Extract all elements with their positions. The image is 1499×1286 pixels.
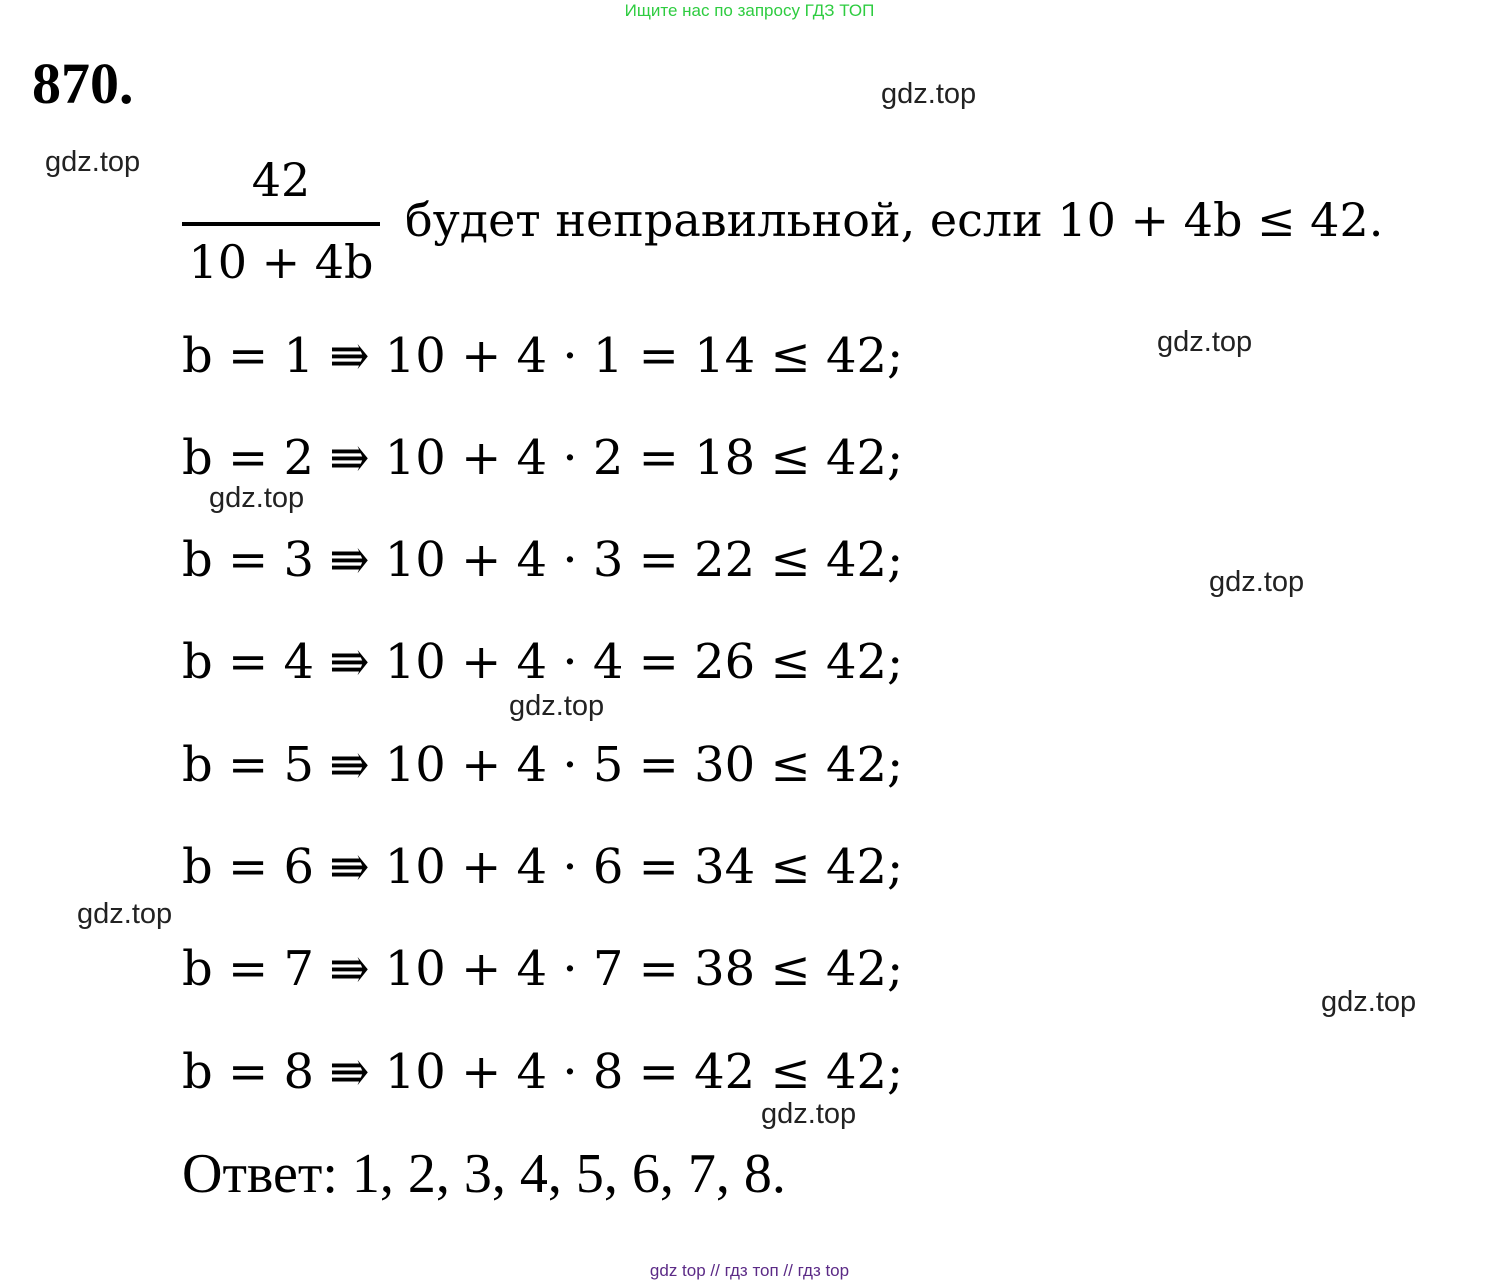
equation-row-3: b = 3 ⇛ 10 + 4 · 3 = 22 ≤ 42;: [182, 532, 904, 588]
watermark: gdz.top: [77, 898, 173, 930]
equation-row-8: b = 8 ⇛ 10 + 4 · 8 = 42 ≤ 42;: [182, 1044, 904, 1100]
watermark: gdz.top: [1321, 986, 1417, 1018]
equation-row-2: b = 2 ⇛ 10 + 4 · 2 = 18 ≤ 42;: [182, 430, 904, 486]
fraction-bar: [182, 222, 380, 226]
equation-row-7: b = 7 ⇛ 10 + 4 · 7 = 38 ≤ 42;: [182, 941, 904, 997]
watermark: gdz.top: [761, 1098, 857, 1130]
fraction-numerator: 42: [251, 153, 311, 207]
problem-number: 870.: [32, 51, 134, 116]
fraction: [182, 150, 380, 292]
watermark: gdz.top: [881, 78, 977, 110]
equation-row-4: b = 4 ⇛ 10 + 4 · 4 = 26 ≤ 42;: [182, 634, 904, 690]
answer: Ответ: 1, 2, 3, 4, 5, 6, 7, 8.: [182, 1143, 786, 1205]
watermark: gdz.top: [209, 482, 305, 514]
watermark: gdz.top: [45, 146, 141, 178]
watermark: gdz.top: [1157, 326, 1253, 358]
fraction-denominator: 10 + 4b: [188, 235, 374, 289]
watermark: gdz.top: [1209, 566, 1305, 598]
condition-text: будет неправильной, если 10 + 4b ≤ 42.: [405, 193, 1384, 247]
equation-row-6: b = 6 ⇛ 10 + 4 · 6 = 34 ≤ 42;: [182, 839, 904, 895]
footer-links[interactable]: gdz top // гдз топ // гдз top: [649, 1261, 850, 1280]
equation-row-5: b = 5 ⇛ 10 + 4 · 5 = 30 ≤ 42;: [182, 737, 904, 793]
equation-row-1: b = 1 ⇛ 10 + 4 · 1 = 14 ≤ 42;: [182, 328, 904, 384]
top-banner: Ищите нас по запросу ГДЗ ТОП: [624, 1, 875, 20]
watermark: gdz.top: [509, 690, 605, 722]
